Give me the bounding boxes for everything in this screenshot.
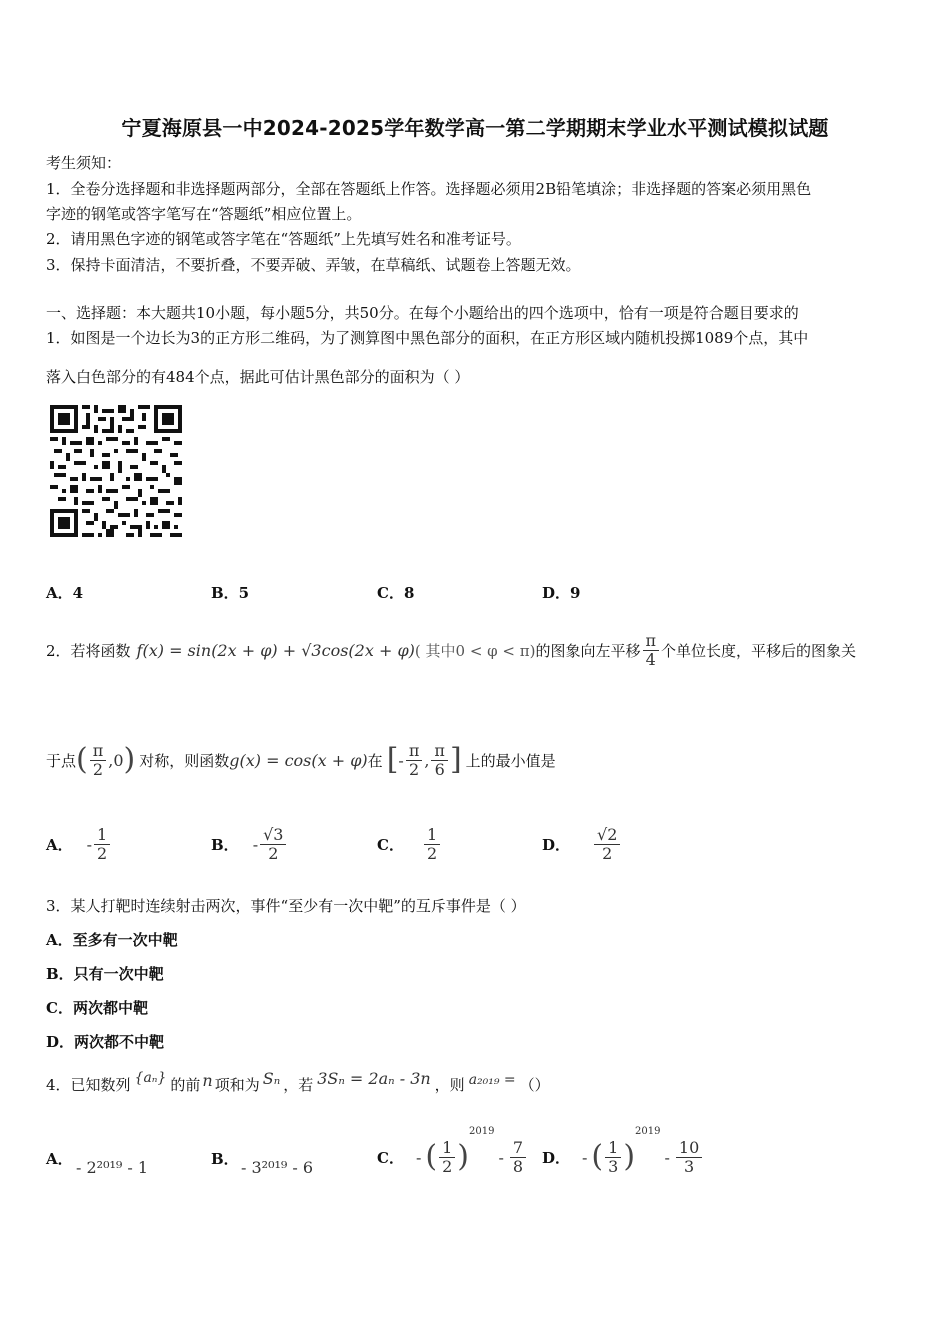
q4-option-d-paren-left: (	[591, 1139, 604, 1174]
q2-interval-left	[406, 742, 423, 778]
q4-option-c-label: C．	[377, 1148, 404, 1167]
q4-option-d[interactable]	[542, 1124, 704, 1190]
q3-option-a[interactable]: A．至多有一次中靶	[46, 931, 178, 949]
q4-text-e: ，则	[434, 1075, 465, 1094]
q2-mid: 的图象向左平移	[535, 641, 641, 660]
q4-option-c-tail-den: 8	[512, 1156, 524, 1176]
q2-option-d-num: √2	[594, 826, 620, 845]
section-heading: 一、选择题：本大题共10小题，每小题5分，共50分。在每个小题给出的四个选项中，恰有一项是符合题目要求的	[46, 304, 799, 322]
q2-option-a-label: A．	[46, 835, 73, 854]
q2-option-b-sign: -	[252, 834, 259, 854]
q2-option-d-den: 2	[602, 843, 613, 863]
q4-option-d-base-den: 3	[608, 1156, 619, 1176]
q4-option-d-tail-den: 3	[683, 1156, 695, 1176]
q2-option-c-label: C．	[377, 835, 404, 854]
q2-option-b-den: 2	[268, 843, 279, 863]
q4-text-f: （）	[519, 1075, 550, 1094]
q4-option-d-minus: -	[582, 1147, 588, 1167]
q2-paren-left: (	[76, 742, 88, 777]
q4-text-b: 的前	[170, 1075, 201, 1094]
q4-option-d-label: D．	[542, 1148, 571, 1167]
q2-suffix: 个单位长度，平移后的图象关	[661, 641, 857, 660]
q2-shift-den: 4	[645, 649, 656, 669]
q2-bracket-right: ]	[449, 742, 462, 777]
q1-option-c[interactable]: C．8	[377, 584, 415, 602]
q4-option-b-label: B．	[211, 1150, 239, 1168]
notice-item-1-cont: 字迹的钢笔或答字笔写在“答题纸”相应位置上。	[46, 205, 362, 223]
q4-option-b-expr: - 3²⁰¹⁹ - 6	[241, 1158, 314, 1177]
page-title: 宁夏海原县一中2024-2025学年数学高一第二学期期末学业水平测试模拟试题	[121, 116, 829, 140]
q2-option-c[interactable]	[377, 814, 442, 874]
q2-interval-left-den: 2	[408, 759, 420, 779]
q2-option-a-fraction	[94, 826, 110, 862]
q2-condition: ( 其中0 < φ < π)	[414, 641, 536, 660]
q4-option-c-exponent: 2019	[468, 1126, 495, 1137]
q2-stem-line-1	[46, 618, 856, 682]
q2-line2-a: 于点	[46, 751, 77, 770]
q2-option-c-den: 2	[426, 843, 438, 863]
q4-text-c: 项和为	[214, 1075, 260, 1094]
q2-line2-c: 在	[367, 751, 383, 770]
q2-bracket-left: [	[386, 742, 399, 777]
q4-option-c-minus-2: -	[498, 1147, 504, 1167]
q4-text-d: ，若	[283, 1075, 314, 1094]
q2-point-y: ,0	[108, 750, 124, 770]
q4-option-d-tail-num: 10	[676, 1139, 702, 1158]
q4-option-c-paren-right: )	[457, 1139, 469, 1174]
q2-point-fraction	[90, 742, 107, 778]
q2-option-a-den: 2	[97, 843, 108, 863]
q2-stem-line-2	[46, 728, 556, 792]
notice-item-3: 3．保持卡面清洁，不要折叠，不要弄破、弄皱，在草稿纸、试题卷上答题无效。	[46, 256, 581, 274]
q2-interval-minus: -	[398, 750, 404, 770]
q3-stem: 3．某人打靶时连续射击两次，事件“至少有一次中靶”的互斥事件是（ ）	[46, 897, 526, 915]
q2-point-den: 2	[92, 759, 104, 779]
q4-option-a-label: A．	[46, 1150, 73, 1168]
q3-option-c[interactable]: C．两次都中靶	[46, 999, 148, 1017]
q2-option-b[interactable]	[211, 814, 288, 874]
q2-paren-right: )	[123, 742, 136, 777]
notice-item-1: 1．全卷分选择题和非选择题两部分，全部在答题纸上作答。选择题必须用2B铅笔填涂；非选择题的答案必须用黑色	[46, 180, 812, 198]
q4-option-c-base-den: 2	[442, 1156, 453, 1176]
q2-interval-right-num: π	[431, 742, 448, 761]
q4-option-c-base-num: 1	[439, 1139, 455, 1158]
q2-option-d-fraction	[594, 826, 620, 862]
q4-equation: 3Sₙ = 2aₙ - 3n	[317, 1068, 431, 1088]
q4-option-d-exponent: 2019	[635, 1126, 661, 1137]
q4-option-d-minus-2: -	[664, 1147, 670, 1167]
q4-option-c-paren-left: (	[425, 1139, 438, 1174]
q2-option-d-label: D．	[542, 835, 571, 854]
q1-line-2: 落入白色部分的有484个点，据此可估计黑色部分的面积为（ ）	[46, 368, 470, 386]
q2-interval-comma: ,	[424, 750, 430, 770]
q4-option-c-tail	[510, 1139, 526, 1175]
q4-stem	[46, 1066, 550, 1102]
notice-item-2: 2．请用黑色字迹的钢笔或答字笔在“答题纸”上先填写姓名和准考证号。	[46, 230, 521, 248]
q2-interval-right	[431, 742, 448, 778]
q4-sn: Sₙ	[262, 1068, 281, 1088]
q2-option-c-num: 1	[424, 826, 440, 845]
q2-option-d[interactable]	[542, 814, 622, 874]
q4-n: n	[202, 1070, 213, 1090]
q3-option-b[interactable]: B．只有一次中靶	[46, 965, 164, 983]
q4-sequence: {aₙ}	[134, 1070, 167, 1086]
q4-option-c-minus: -	[415, 1147, 422, 1167]
q2-g-function: g(x) = cos(x + φ)	[229, 750, 368, 770]
q3-option-d[interactable]: D．两次都不中靶	[46, 1033, 165, 1051]
q2-option-a-num: 1	[94, 826, 110, 845]
q2-interval-left-num: π	[406, 742, 423, 761]
q2-option-b-fraction	[260, 826, 286, 862]
q1-option-b[interactable]: B．5	[211, 584, 250, 602]
q2-option-c-fraction	[424, 826, 440, 862]
q2-option-a-sign: -	[86, 834, 93, 854]
q4-option-c-base	[439, 1139, 455, 1175]
q2-line2-d: 上的最小值是	[465, 751, 556, 770]
q4-option-d-base	[605, 1139, 621, 1175]
q2-point-num: π	[90, 742, 107, 761]
q2-option-a[interactable]	[46, 814, 112, 874]
notice-heading: 考生须知：	[46, 154, 122, 172]
q2-interval-right-den: 6	[434, 759, 445, 779]
q4-option-c[interactable]	[377, 1124, 528, 1190]
q4-option-d-base-num: 1	[605, 1139, 621, 1158]
q2-option-b-label: B．	[211, 835, 239, 854]
q4-option-d-paren-right: )	[623, 1139, 636, 1174]
q2-option-b-num: √3	[260, 826, 286, 845]
q4-option-a-expr: - 2²⁰¹⁹ - 1	[76, 1158, 149, 1177]
qr-code-image	[50, 398, 182, 544]
q4-target: a₂₀₁₉ =	[468, 1072, 516, 1088]
q2-shift-fraction	[643, 632, 660, 668]
q1-option-a[interactable]: A．4	[46, 584, 84, 602]
q2-prefix: 2．若将函数	[46, 641, 131, 660]
q2-line2-b: 对称，则函数	[139, 751, 230, 770]
q4-option-d-tail	[676, 1139, 702, 1175]
q4-option-c-tail-num: 7	[510, 1139, 526, 1158]
q4-text-a: 4．已知数列	[46, 1075, 131, 1094]
q1-option-d[interactable]: D．9	[542, 584, 581, 602]
q1-line-1: 1．如图是一个边长为3的正方形二维码，为了测算图中黑色部分的面积，在正方形区域内随机投掷1089个点，其中	[46, 329, 809, 347]
q2-function: f(x) = sin(2x + φ) + √3cos(2x + φ)	[136, 640, 415, 660]
q2-shift-num: π	[643, 632, 660, 651]
